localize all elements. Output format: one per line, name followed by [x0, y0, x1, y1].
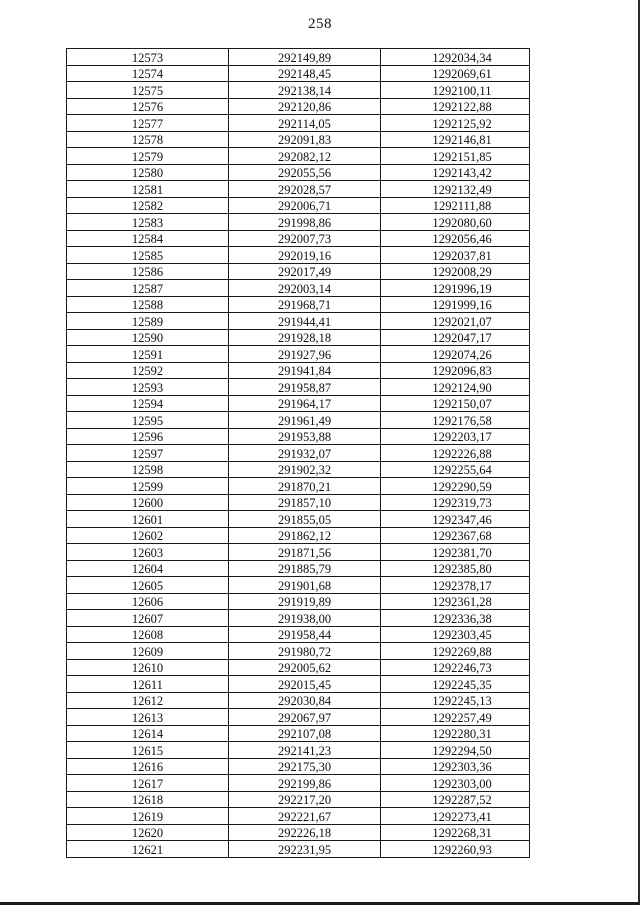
x-coordinate-cell: 292138,14: [229, 82, 381, 99]
table-row: [67, 82, 530, 99]
y-coordinate-cell: 1292319,73: [381, 494, 530, 511]
table-row: [67, 643, 530, 660]
y-coordinate-cell: 1292268,31: [381, 824, 530, 841]
point-number-cell: 12594: [67, 395, 229, 412]
point-number-cell: 12586: [67, 263, 229, 280]
table-row: [67, 527, 530, 544]
y-coordinate-cell: 1292303,00: [381, 775, 530, 792]
point-number-cell: 12583: [67, 214, 229, 231]
point-number-cell: 12585: [67, 247, 229, 264]
y-coordinate-cell: 1292287,52: [381, 791, 530, 808]
x-coordinate-cell: 291958,87: [229, 379, 381, 396]
x-coordinate-cell: 292017,49: [229, 263, 381, 280]
table-row: [67, 692, 530, 709]
x-coordinate-cell: 292120,86: [229, 98, 381, 115]
y-coordinate-cell: 1292034,34: [381, 49, 530, 66]
y-coordinate-cell: 1292037,81: [381, 247, 530, 264]
point-number-cell: 12616: [67, 758, 229, 775]
table-row: [67, 593, 530, 610]
table-row: [67, 676, 530, 693]
table-row: [67, 49, 530, 66]
x-coordinate-cell: 292055,56: [229, 164, 381, 181]
point-number-cell: 12600: [67, 494, 229, 511]
point-number-cell: 12617: [67, 775, 229, 792]
point-number-cell: 12621: [67, 841, 229, 858]
x-coordinate-cell: 291944,41: [229, 313, 381, 330]
table-row: [67, 742, 530, 759]
x-coordinate-cell: 291941,84: [229, 362, 381, 379]
y-coordinate-cell: 1292056,46: [381, 230, 530, 247]
y-coordinate-cell: 1292176,58: [381, 412, 530, 429]
x-coordinate-cell: 292005,62: [229, 659, 381, 676]
x-coordinate-cell: 292091,83: [229, 131, 381, 148]
x-coordinate-cell: 292107,08: [229, 725, 381, 742]
table-row: [67, 709, 530, 726]
table-row: [67, 824, 530, 841]
y-coordinate-cell: 1292290,59: [381, 478, 530, 495]
coordinates-table-body: [67, 49, 530, 858]
point-number-cell: 12602: [67, 527, 229, 544]
x-coordinate-cell: 291870,21: [229, 478, 381, 495]
table-row: [67, 214, 530, 231]
table-row: [67, 791, 530, 808]
y-coordinate-cell: 1292047,17: [381, 329, 530, 346]
point-number-cell: 12581: [67, 181, 229, 198]
y-coordinate-cell: 1292246,73: [381, 659, 530, 676]
x-coordinate-cell: 292028,57: [229, 181, 381, 198]
table-row: [67, 841, 530, 858]
table-row: [67, 478, 530, 495]
point-number-cell: 12614: [67, 725, 229, 742]
y-coordinate-cell: 1292385,80: [381, 560, 530, 577]
table-row: [67, 544, 530, 561]
table-row: [67, 775, 530, 792]
point-number-cell: 12582: [67, 197, 229, 214]
x-coordinate-cell: 291980,72: [229, 643, 381, 660]
point-number-cell: 12590: [67, 329, 229, 346]
x-coordinate-cell: 291998,86: [229, 214, 381, 231]
x-coordinate-cell: 292175,30: [229, 758, 381, 775]
point-number-cell: 12574: [67, 65, 229, 82]
table-row: [67, 98, 530, 115]
table-row: [67, 346, 530, 363]
table-row: [67, 362, 530, 379]
table-row: [67, 626, 530, 643]
table-row: [67, 181, 530, 198]
table-row: [67, 808, 530, 825]
x-coordinate-cell: 292003,14: [229, 280, 381, 297]
point-number-cell: 12619: [67, 808, 229, 825]
table-row: [67, 197, 530, 214]
y-coordinate-cell: 1292143,42: [381, 164, 530, 181]
table-row: [67, 494, 530, 511]
point-number-cell: 12593: [67, 379, 229, 396]
y-coordinate-cell: 1292367,68: [381, 527, 530, 544]
point-number-cell: 12584: [67, 230, 229, 247]
point-number-cell: 12604: [67, 560, 229, 577]
x-coordinate-cell: 292007,73: [229, 230, 381, 247]
y-coordinate-cell: 1292151,85: [381, 148, 530, 165]
x-coordinate-cell: 291968,71: [229, 296, 381, 313]
y-coordinate-cell: 1292245,13: [381, 692, 530, 709]
x-coordinate-cell: 292231,95: [229, 841, 381, 858]
table-row: [67, 379, 530, 396]
point-number-cell: 12613: [67, 709, 229, 726]
y-coordinate-cell: 1292111,88: [381, 197, 530, 214]
table-row: [67, 247, 530, 264]
table-row: [67, 610, 530, 627]
table-row: [67, 164, 530, 181]
y-coordinate-cell: 1291999,16: [381, 296, 530, 313]
table-row: [67, 659, 530, 676]
point-number-cell: 12607: [67, 610, 229, 627]
table-row: [67, 115, 530, 132]
point-number-cell: 12606: [67, 593, 229, 610]
y-coordinate-cell: 1292124,90: [381, 379, 530, 396]
point-number-cell: 12595: [67, 412, 229, 429]
point-number-cell: 12596: [67, 428, 229, 445]
point-number-cell: 12608: [67, 626, 229, 643]
y-coordinate-cell: 1292080,60: [381, 214, 530, 231]
point-number-cell: 12618: [67, 791, 229, 808]
table-row: [67, 758, 530, 775]
x-coordinate-cell: 291964,17: [229, 395, 381, 412]
y-coordinate-cell: 1292125,92: [381, 115, 530, 132]
x-coordinate-cell: 292149,89: [229, 49, 381, 66]
y-coordinate-cell: 1292257,49: [381, 709, 530, 726]
y-coordinate-cell: 1292069,61: [381, 65, 530, 82]
y-coordinate-cell: 1292361,28: [381, 593, 530, 610]
point-number-cell: 12592: [67, 362, 229, 379]
y-coordinate-cell: 1292150,07: [381, 395, 530, 412]
point-number-cell: 12599: [67, 478, 229, 495]
x-coordinate-cell: 291961,49: [229, 412, 381, 429]
x-coordinate-cell: 291901,68: [229, 577, 381, 594]
x-coordinate-cell: 292221,67: [229, 808, 381, 825]
point-number-cell: 12575: [67, 82, 229, 99]
x-coordinate-cell: 292217,20: [229, 791, 381, 808]
x-coordinate-cell: 292030,84: [229, 692, 381, 709]
point-number-cell: 12589: [67, 313, 229, 330]
x-coordinate-cell: 292067,97: [229, 709, 381, 726]
point-number-cell: 12597: [67, 445, 229, 462]
coordinates-table: [66, 48, 530, 858]
page-number: 258: [308, 16, 332, 32]
x-coordinate-cell: 291958,44: [229, 626, 381, 643]
y-coordinate-cell: 1292100,11: [381, 82, 530, 99]
y-coordinate-cell: 1292280,31: [381, 725, 530, 742]
x-coordinate-cell: 291919,89: [229, 593, 381, 610]
x-coordinate-cell: 292114,05: [229, 115, 381, 132]
x-coordinate-cell: 292082,12: [229, 148, 381, 165]
table-row: [67, 263, 530, 280]
x-coordinate-cell: 292006,71: [229, 197, 381, 214]
x-coordinate-cell: 292199,86: [229, 775, 381, 792]
x-coordinate-cell: 292148,45: [229, 65, 381, 82]
y-coordinate-cell: 1292245,35: [381, 676, 530, 693]
point-number-cell: 12612: [67, 692, 229, 709]
point-number-cell: 12578: [67, 131, 229, 148]
x-coordinate-cell: 291862,12: [229, 527, 381, 544]
y-coordinate-cell: 1292122,88: [381, 98, 530, 115]
point-number-cell: 12620: [67, 824, 229, 841]
point-number-cell: 12580: [67, 164, 229, 181]
y-coordinate-cell: 1292008,29: [381, 263, 530, 280]
y-coordinate-cell: 1292146,81: [381, 131, 530, 148]
table-row: [67, 560, 530, 577]
point-number-cell: 12601: [67, 511, 229, 528]
point-number-cell: 12610: [67, 659, 229, 676]
point-number-cell: 12603: [67, 544, 229, 561]
y-coordinate-cell: 1292269,88: [381, 643, 530, 660]
table-row: [67, 313, 530, 330]
y-coordinate-cell: 1292132,49: [381, 181, 530, 198]
table-row: [67, 329, 530, 346]
table-row: [67, 280, 530, 297]
point-number-cell: 12573: [67, 49, 229, 66]
y-coordinate-cell: 1292336,38: [381, 610, 530, 627]
x-coordinate-cell: 291855,05: [229, 511, 381, 528]
point-number-cell: 12577: [67, 115, 229, 132]
x-coordinate-cell: 291885,79: [229, 560, 381, 577]
point-number-cell: 12579: [67, 148, 229, 165]
y-coordinate-cell: 1292021,07: [381, 313, 530, 330]
table-row: [67, 577, 530, 594]
x-coordinate-cell: 292226,18: [229, 824, 381, 841]
y-coordinate-cell: 1292260,93: [381, 841, 530, 858]
table-row: [67, 725, 530, 742]
y-coordinate-cell: 1292255,64: [381, 461, 530, 478]
y-coordinate-cell: 1292303,45: [381, 626, 530, 643]
point-number-cell: 12576: [67, 98, 229, 115]
coordinates-table-container: [66, 48, 529, 858]
x-coordinate-cell: 292141,23: [229, 742, 381, 759]
x-coordinate-cell: 291953,88: [229, 428, 381, 445]
point-number-cell: 12611: [67, 676, 229, 693]
y-coordinate-cell: 1292378,17: [381, 577, 530, 594]
x-coordinate-cell: 292015,45: [229, 676, 381, 693]
x-coordinate-cell: 291857,10: [229, 494, 381, 511]
x-coordinate-cell: 291902,32: [229, 461, 381, 478]
point-number-cell: 12588: [67, 296, 229, 313]
table-row: [67, 131, 530, 148]
y-coordinate-cell: 1292226,88: [381, 445, 530, 462]
x-coordinate-cell: 292019,16: [229, 247, 381, 264]
x-coordinate-cell: 291932,07: [229, 445, 381, 462]
y-coordinate-cell: 1292074,26: [381, 346, 530, 363]
table-row: [67, 230, 530, 247]
y-coordinate-cell: 1292294,50: [381, 742, 530, 759]
table-row: [67, 461, 530, 478]
table-row: [67, 428, 530, 445]
y-coordinate-cell: 1292347,46: [381, 511, 530, 528]
point-number-cell: 12615: [67, 742, 229, 759]
x-coordinate-cell: 291871,56: [229, 544, 381, 561]
table-row: [67, 412, 530, 429]
y-coordinate-cell: 1292203,17: [381, 428, 530, 445]
y-coordinate-cell: 1292381,70: [381, 544, 530, 561]
table-row: [67, 148, 530, 165]
x-coordinate-cell: 291927,96: [229, 346, 381, 363]
point-number-cell: 12609: [67, 643, 229, 660]
x-coordinate-cell: 291928,18: [229, 329, 381, 346]
table-row: [67, 296, 530, 313]
y-coordinate-cell: 1291996,19: [381, 280, 530, 297]
point-number-cell: 12605: [67, 577, 229, 594]
point-number-cell: 12587: [67, 280, 229, 297]
table-row: [67, 395, 530, 412]
y-coordinate-cell: 1292273,41: [381, 808, 530, 825]
y-coordinate-cell: 1292303,36: [381, 758, 530, 775]
point-number-cell: 12598: [67, 461, 229, 478]
table-row: [67, 511, 530, 528]
table-row: [67, 65, 530, 82]
x-coordinate-cell: 291938,00: [229, 610, 381, 627]
y-coordinate-cell: 1292096,83: [381, 362, 530, 379]
point-number-cell: 12591: [67, 346, 229, 363]
table-row: [67, 445, 530, 462]
